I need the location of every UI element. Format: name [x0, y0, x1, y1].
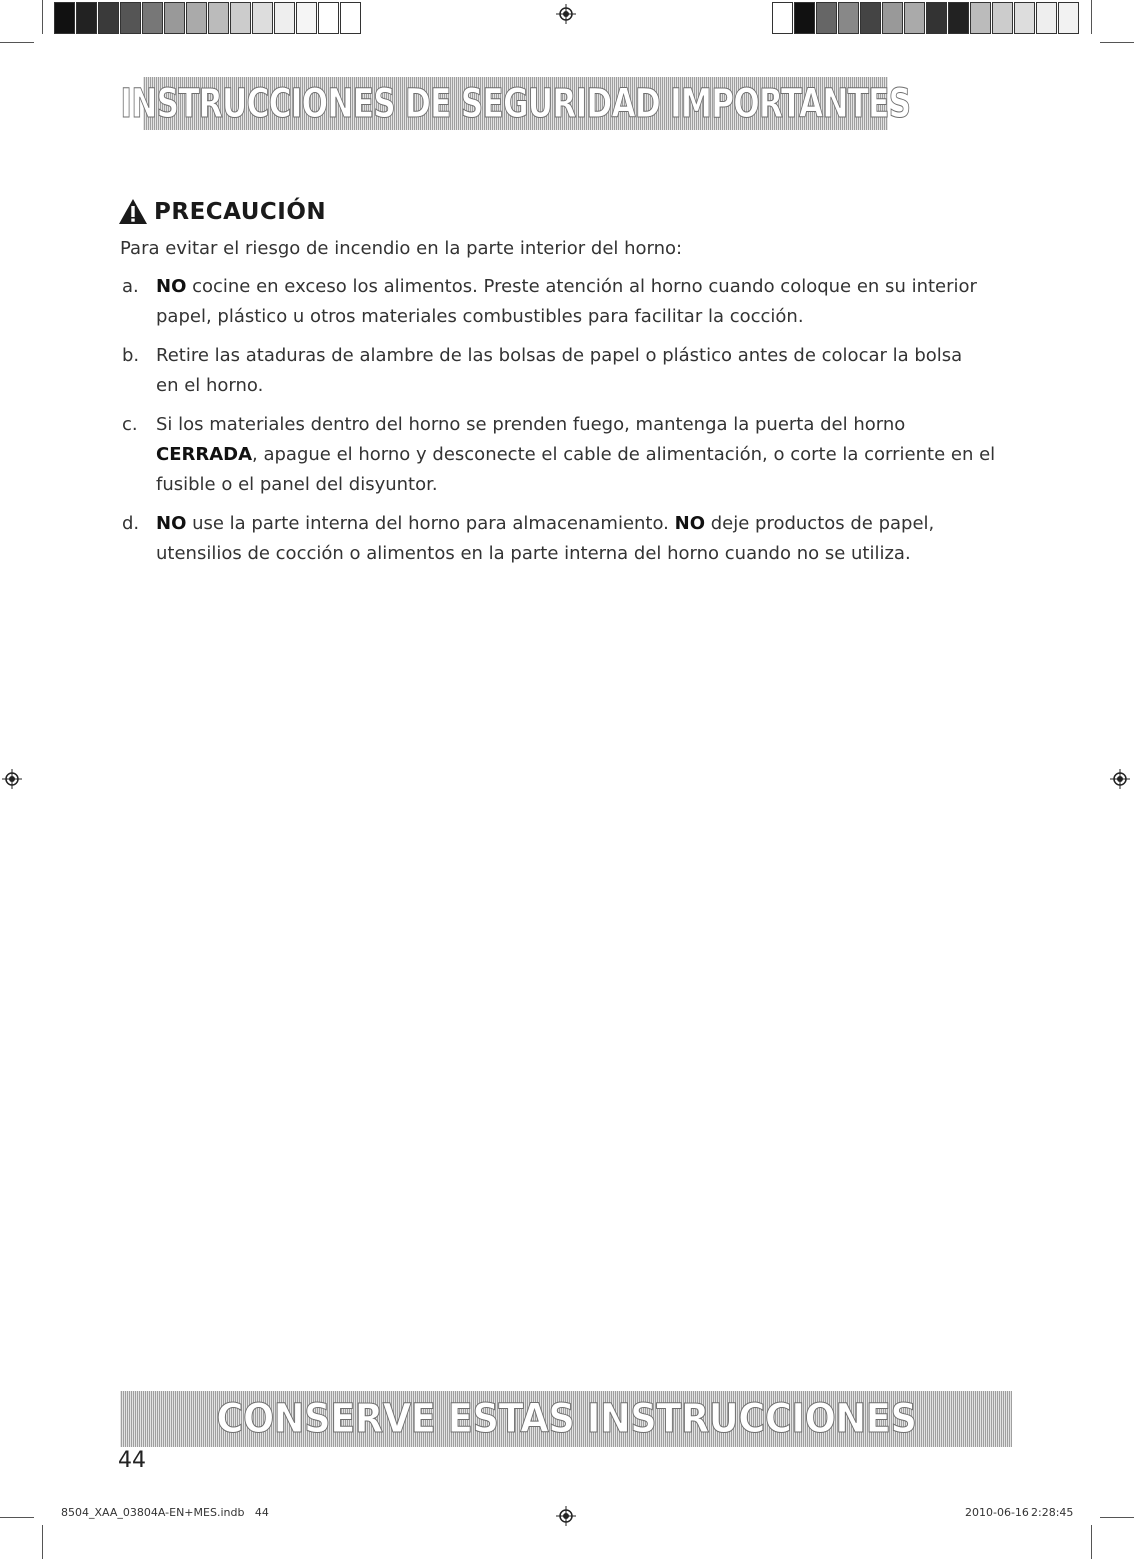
crop-mark: [42, 0, 43, 34]
header-banner: [120, 77, 911, 130]
crop-mark: [42, 1525, 43, 1559]
caution-list: [120, 272, 1020, 578]
list-item-line: CERRADA, apague el horno y desconecte el cable de alimentación, o corte la corriente en el: [156, 444, 996, 465]
registration-mark-icon: [1110, 769, 1130, 789]
list-item: [120, 272, 1020, 332]
crop-mark: [1091, 1525, 1092, 1559]
warning-triangle-icon: [118, 198, 148, 225]
list-item-line: fusible o el panel del disyuntor.: [156, 474, 438, 495]
header-banner-text: INSTRUCCIONES DE SEGURIDAD IMPORTANTES: [120, 80, 911, 127]
list-item-line: papel, plástico u otros materiales combustibles para facilitar la cocción.: [156, 306, 804, 327]
list-item-line: en el horno.: [156, 375, 264, 396]
list-item-marker: c.: [122, 414, 138, 435]
calibration-bar-right: [772, 2, 1080, 36]
emphasis-text: CERRADA: [156, 444, 253, 465]
list-item: [120, 341, 1020, 401]
registration-mark-icon: [2, 769, 22, 789]
footer-banner: [120, 1391, 1012, 1447]
emphasis-text: NO: [156, 513, 187, 534]
list-item-marker: a.: [122, 276, 139, 297]
footer-banner-text: CONSERVE ESTAS INSTRUCCIONES: [215, 1396, 917, 1442]
list-item-line: utensilios de cocción o alimentos en la parte interna del horno cuando no se utiliza.: [156, 543, 911, 564]
caution-title: PRECAUCIÓN: [154, 198, 327, 225]
crop-mark: [1100, 42, 1134, 43]
page-number: 44: [118, 1448, 146, 1473]
crop-mark: [1100, 1517, 1134, 1518]
list-item-marker: b.: [122, 345, 140, 366]
emphasis-text: NO: [674, 513, 705, 534]
crop-mark: [0, 1517, 34, 1518]
list-item-line: NO use la parte interna del horno para almacenamiento. NO deje productos de papel,: [156, 513, 935, 534]
list-item: [120, 410, 1020, 500]
registration-mark-icon: [556, 4, 576, 24]
caution-heading: [118, 198, 326, 225]
list-item-line: Retire las ataduras de alambre de las bolsas de papel o plástico antes de colocar la bolsa: [156, 345, 963, 366]
calibration-bar-left: [54, 2, 362, 36]
registration-mark-icon: [556, 1506, 576, 1526]
crop-mark: [1091, 0, 1092, 34]
crop-mark: [0, 42, 34, 43]
print-time: 2:28:45: [1031, 1506, 1074, 1519]
list-item-marker: d.: [122, 513, 140, 534]
print-file-name: 8504_XAA_03804A-EN+MES.indb 44: [61, 1506, 269, 1519]
emphasis-text: NO: [156, 276, 187, 297]
list-item: [120, 509, 1020, 569]
print-date: 2010-06-16: [965, 1506, 1029, 1519]
caution-intro: Para evitar el riesgo de incendio en la parte interior del horno:: [120, 238, 683, 259]
list-item-line: Si los materiales dentro del horno se prenden fuego, mantenga la puerta del horno: [156, 414, 906, 435]
list-item-line: NO cocine en exceso los alimentos. Preste atención al horno cuando coloque en su interior: [156, 276, 977, 297]
